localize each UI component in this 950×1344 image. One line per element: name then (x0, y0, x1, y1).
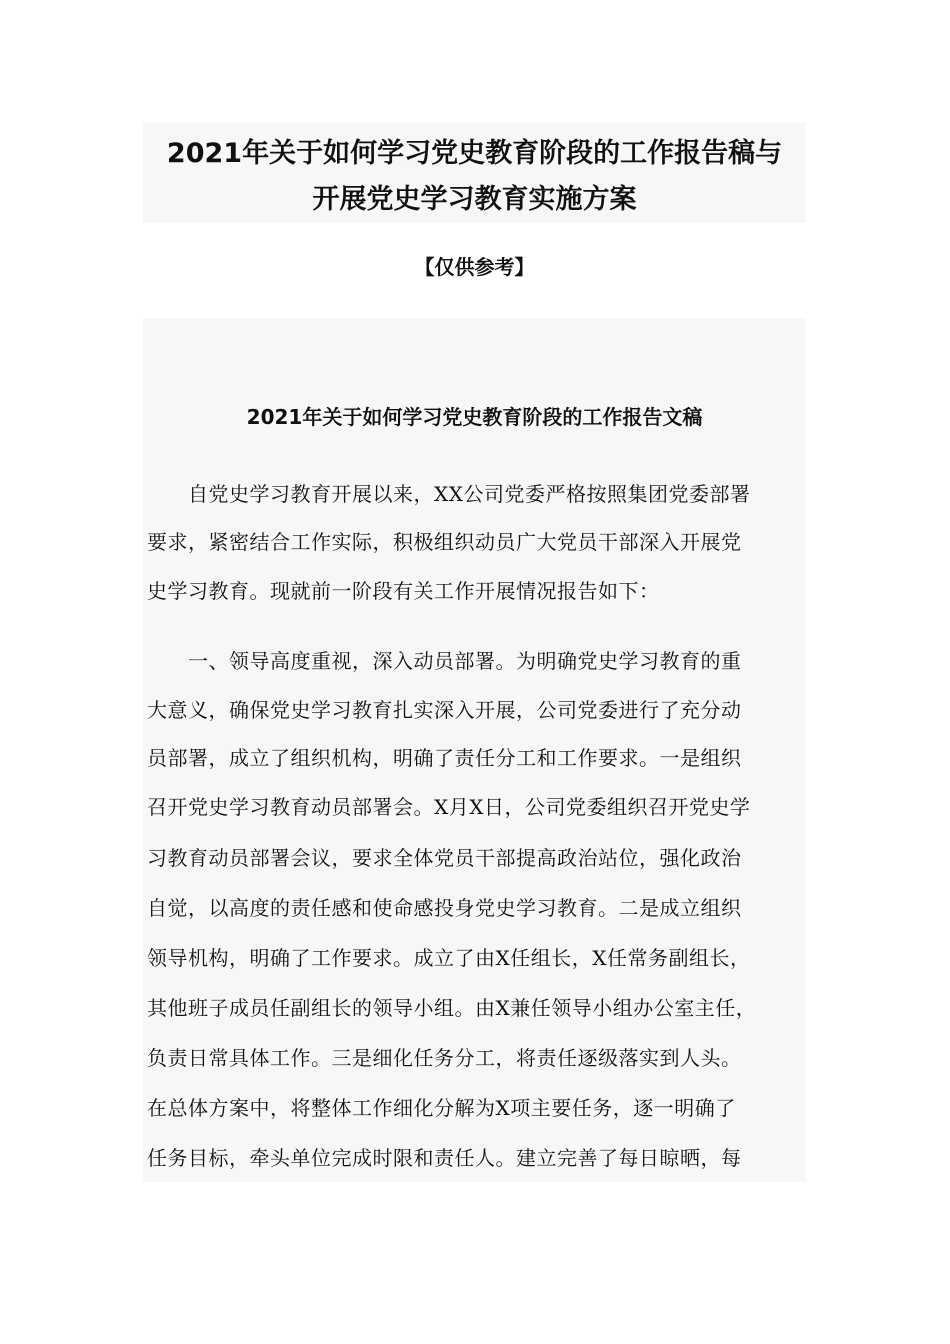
paragraph-line: 自觉，以高度的责任感和使命感投身党史学习教育。二是成立组织 (147, 896, 742, 920)
document-title-line-1: 2021年关于如何学习党史教育阶段的工作报告稿与 (166, 138, 783, 169)
paragraph-line: 习教育动员部署会议，要求全体党员干部提高政治站位，强化政治 (147, 846, 742, 870)
paragraph-line: 要求，紧密结合工作实际，积极组织动员广大党员干部深入开展党 (147, 530, 742, 554)
paragraph-line: 其他班子成员任副组长的领导小组。由X兼任领导小组办公室主任， (147, 996, 757, 1020)
paragraph-line: 领导机构，明确了工作要求。成立了由X任组长，X任常务副组长， (147, 946, 751, 970)
paragraph-line: 负责日常具体工作。三是细化任务分工，将责任逐级落实到人头。 (147, 1046, 742, 1070)
paragraph-line: 史学习教育。现就前一阶段有关工作开展情况报告如下： (147, 579, 660, 603)
paragraph-line: 召开党史学习教育动员部署会。X月X日，公司党委组织召开党史学 (147, 795, 751, 819)
reference-note: 【仅供参考】 (414, 255, 535, 279)
document-title-line-2: 开展党史学习教育实施方案 (312, 184, 637, 215)
paragraph-line: 自党史学习教育开展以来，XX公司党委严格按照集团党委部署 (147, 482, 751, 506)
paragraph-line: 大意义，确保党史学习教育扎实深入开展，公司党委进行了充分动 (147, 698, 742, 722)
paragraph-line: 任务目标，牵头单位完成时限和责任人。建立完善了每日晾晒，每 (147, 1146, 742, 1170)
paragraph-line: 一、领导高度重视，深入动员部署。为明确党史学习教育的重 (147, 649, 742, 673)
paragraph-line: 员部署，成立了组织机构，明确了责任分工和工作要求。一是组织 (147, 746, 742, 770)
title-block (143, 123, 806, 223)
paragraph-line: 在总体方案中，将整体工作细化分解为X项主要任务，逐一明确了 (147, 1096, 736, 1120)
section-title: 2021年关于如何学习党史教育阶段的工作报告文稿 (246, 405, 703, 429)
document-body (143, 318, 806, 1182)
